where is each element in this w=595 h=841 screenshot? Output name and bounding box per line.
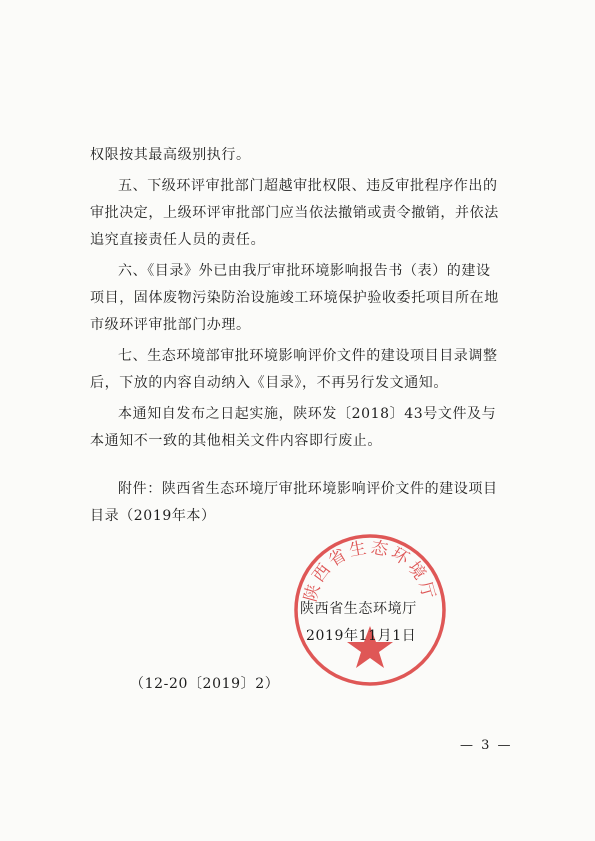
paragraph-line: 七、生态环境部审批环境影响评价文件的建设项目目录调整 (118, 348, 498, 364)
paragraph-line: 本通知不一致的其他相关文件内容即行废止。 (90, 433, 382, 449)
paragraph-line: 追究直接责任人员的责任。 (90, 232, 266, 248)
paragraph-line: 五、下级环评审批部门超越审批权限、违反审批程序作出的 (118, 178, 498, 194)
paragraph-line: 后，下放的内容自动纳入《目录》，不再另行发文通知。 (90, 375, 448, 391)
issue-date: 2019年11月1日 (306, 628, 417, 644)
page-number: — 3 — (460, 738, 513, 753)
attachment-line: 目录（2019年本） (90, 508, 216, 524)
paragraph-line: 审批决定，上级环评审批部门应当依法撤销或责令撤销，并依法 (90, 205, 499, 221)
attachment-line: 附件：陕西省生态环境厅审批环境影响评价文件的建设项目 (118, 481, 498, 497)
seal-text: 陕西省生态环境厅 (300, 537, 440, 604)
document-code: （12-20〔2019〕2） (130, 676, 280, 692)
paragraph-line: 市级环评审批部门办理。 (90, 317, 251, 333)
paragraph-line: 六、《目录》外已由我厅审批环境影响报告书（表）的建设 (118, 263, 491, 279)
issuer-name: 陕西省生态环境厅 (300, 601, 417, 617)
paragraph-line: 本通知自发布之日起实施，陕环发〔2018〕43号文件及与 (118, 406, 497, 422)
paragraph-line: 项目，固体废物污染防治设施竣工环境保护验收委托项目所在地 (90, 290, 499, 306)
paragraph-line: 权限按其最高级别执行。 (90, 147, 251, 163)
